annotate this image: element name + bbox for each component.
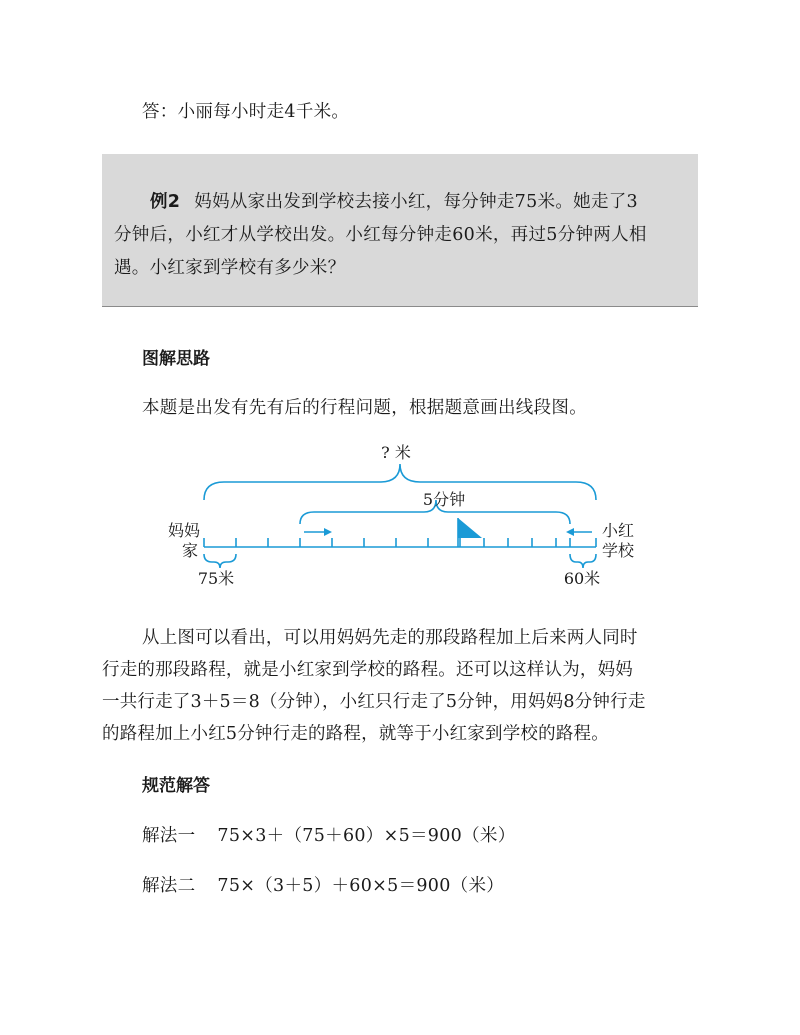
example-label: 例2	[150, 192, 181, 212]
method-1	[142, 822, 516, 847]
method-2	[142, 872, 504, 897]
section-title-diagram: 图解思路	[142, 349, 210, 369]
total-brace	[204, 464, 596, 500]
example-box	[102, 154, 698, 307]
hong-arrow-head	[566, 528, 574, 536]
method-1-label: 解法一	[142, 826, 196, 846]
left-segment-brace	[204, 554, 236, 568]
method-2-label: 解法二	[142, 876, 196, 896]
explanation-line-1: 从上图可以看出，可以用妈妈先走的那段路程加上后来两人同时	[142, 628, 638, 648]
mom-home-label-2: 家	[181, 541, 199, 560]
right-segment-label: 60米	[563, 569, 601, 588]
method-2-formula: 75×（3＋5）＋60×5＝900（米）	[217, 876, 505, 896]
left-segment-label: 75米	[197, 569, 235, 588]
explanation-line-3: 一共行走了3＋5＝8（分钟），小红只行走了5分钟，用妈妈8分钟行走	[102, 692, 646, 712]
example-line-3: 遇。小红家到学校有多少米？	[114, 258, 346, 278]
example-text-1: 妈妈从家出发到学校去接小红，每分钟走75米。她走了3	[194, 192, 638, 212]
explanation-line-2: 行走的那段路程，就是小红家到学校的路程。还可以这样认为，妈妈	[102, 660, 633, 680]
explanation-line-4: 的路程加上小红5分钟行走的路程，就等于小红家到学校的路程。	[102, 724, 609, 744]
example-line-2: 分钟后，小红才从学校出发。小红每分钟走60米，再过5分钟两人相	[114, 225, 647, 245]
meeting-flag-icon	[458, 518, 482, 547]
right-segment-brace	[570, 554, 596, 568]
example-line-1	[150, 188, 638, 213]
mom-arrow-head	[324, 528, 332, 536]
section-title-solution: 规范解答	[142, 776, 210, 796]
hong-school-label-2: 学校	[601, 541, 635, 560]
answer-text: 答：小丽每小时走4千米。	[142, 102, 350, 122]
line-segment-diagram	[0, 432, 800, 592]
diagram-intro: 本题是出发有先有后的行程问题，根据题意画出线段图。	[142, 398, 587, 418]
mom-home-label-1: 妈妈	[167, 521, 201, 540]
method-1-formula: 75×3＋（75＋60）×5＝900（米）	[217, 826, 516, 846]
five-minute-label: 5分钟	[422, 490, 466, 509]
hong-school-label-1: 小红	[601, 521, 635, 540]
total-distance-label: ? 米	[381, 443, 411, 462]
